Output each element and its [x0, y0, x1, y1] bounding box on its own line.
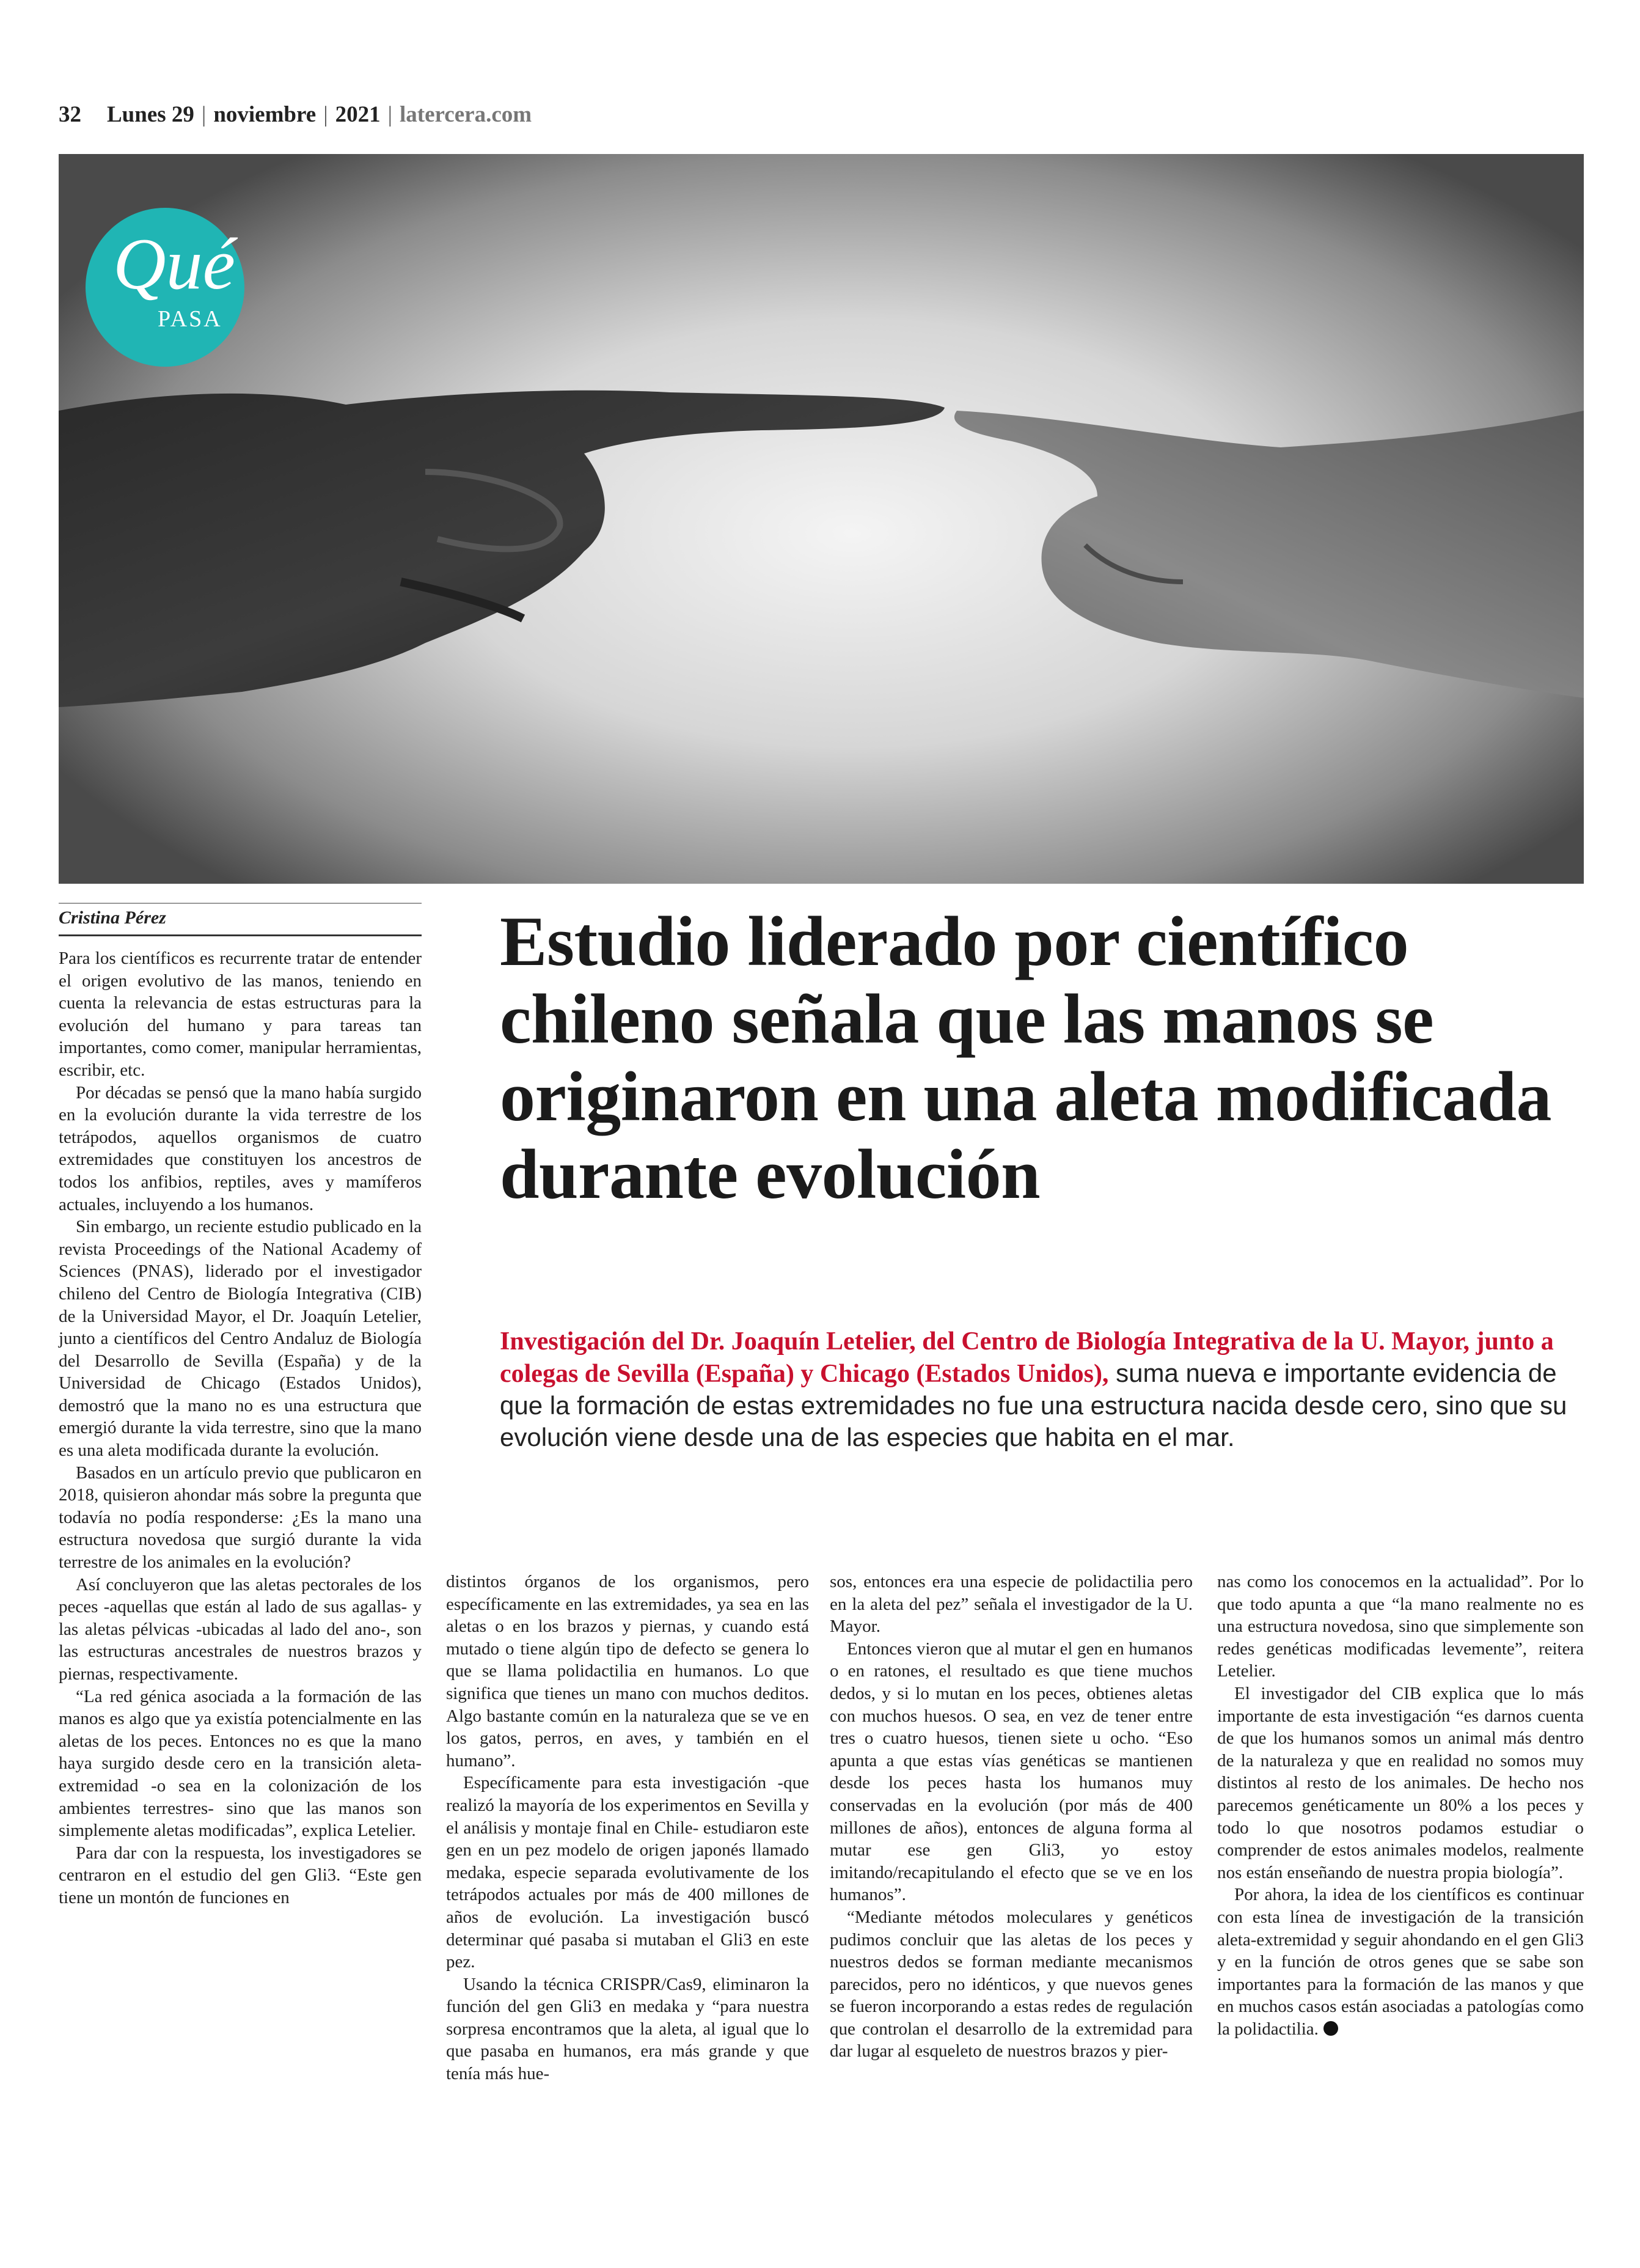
lede [500, 1325, 1587, 1453]
page-header [59, 99, 532, 130]
header-day: Lunes 29 [107, 101, 194, 127]
paragraph: sos, entonces era una especie de polidactilia pero en la aleta del pez” señala el investigador de la U. Mayor. [830, 1572, 1193, 1637]
paragraph: Específicamente para esta investigación -que realizó la mayoría de los experimentos en Sevilla y el análisis y montaje final en Chile- estudiaron este gen en un pez modelo de origen japonés llamado medaka, especie separada evolutivamente de los tetrápodos actuales por más de 400 millones de años de evolución. La investigación buscó determinar qué pasaba si mutaban el Gli3 en este pez. [446, 1773, 809, 1972]
paragraph: Sin embargo, un reciente estudio publicado en la revista Proceedings of the National Academy of Sciences (PNAS), liderado por el investigador chileno del Centro de Biología Integrativa (CIB) de la Universidad Mayor, el Dr. Joaquín Letelier, junto a científicos del Centro Andaluz de Biología del Desarrollo de Sevilla (España) y de la Universidad de Chicago (Estados Unidos), demostró que la mano no es una estructura que emergió durante la vida terrestre, sino que la mano es una aleta modificada durante la evolución. [59, 1217, 422, 1461]
header-month: noviembre [213, 101, 317, 127]
lede-highlight: Investigación del Dr. Joaquín Letelier, del Centro de Biología Integrativa de la U. Mayor, junto a colegas de Sevilla (España) y Chicago (Estados Unidos), [500, 1327, 1554, 1388]
end-mark-icon [1323, 2021, 1338, 2036]
header-separator: | [201, 101, 207, 127]
paragraph-text: Por ahora, la idea de los científicos es continuar con esta línea de investigación de la transición aleta-extremidad y seguir ahondando en el gen Gli3 y en la función de otros genes que se sabe son importantes para la formación de las manos y que en muchos casos están asociadas a patologías como la polidactilia. [1217, 1885, 1584, 2039]
header-year: 2021 [335, 101, 381, 127]
body-column-4 [1217, 1571, 1584, 2040]
paragraph: Entonces vieron que al mutar el gen en humanos o en ratones, el resultado es que tiene muchos dedos, y si lo mutan en los peces, obtienes aletas con muchos huesos. O sea, en vez de tener entre tres o cuatro huesos, tienen siete u ocho. “Eso apunta a que estas vías genéticas se mantienen desde los peces hasta los humanos muy conservadas en la evolución (por más de 400 millones de años), entonces de alguna forma al mutar ese gen Gli3, yo estoy imitando/recapitulando el efecto que se ve en los humanos”. [830, 1639, 1193, 1905]
body-column-2 [446, 1571, 809, 2085]
headline: Estudio liderado por científico chileno señala que las manos se originaron en una aleta modificada durante evolución [500, 903, 1551, 1214]
header-separator: | [387, 101, 393, 127]
paragraph: Para dar con la respuesta, los investigadores se centraron en el estudio del gen Gli3. “Este gen tiene un montón de funciones en [59, 1843, 422, 1907]
paragraph [1217, 1884, 1584, 2040]
byline-rule [59, 903, 422, 904]
paragraph: nas como los conocemos en la actualidad”. Por lo que todo apunta a que “la mano realmente no es una estructura novedosa, sino que simplemente son redes genéticas modificadas levemente”, reitera Letelier. [1217, 1572, 1584, 1681]
badge-title: Qué [113, 223, 235, 304]
hands-illustration [59, 154, 1584, 884]
header-site: latercera.com [400, 101, 532, 127]
paragraph: Así concluyeron que las aletas pectorales de los peces -aquellas que están al lado de sus agallas- y las aletas pélvicas -ubicadas al lado del ano-, son las estructuras ancestrales de nuestros brazos y piernas, respectivamente. [59, 1574, 422, 1684]
paragraph: Basados en un artículo previo que publicaron en 2018, quisieron ahondar más sobre la pregunta que todavía no podía responderse: ¿Es la mano una estructura novedosa que surgió durante la vida terrestre de los animales en la evolución? [59, 1462, 422, 1573]
paragraph: El investigador del CIB explica que lo más importante de esta investigación “es darnos cuenta de que los humanos somos un animal más dentro de la naturaleza y que en realidad no somos muy distintos al resto de los animales. De hecho nos parecemos genéticamente un 80% a los peces y todo lo que nosotros podamos estudiar o comprender de estos animales modelos, realmente nos están enseñando de nuestra propia biología”. [1217, 1683, 1584, 1882]
paragraph: “Mediante métodos moleculares y genéticos pudimos concluir que las aletas de los peces y nuestros dedos se forman mediante mecanismos parecidos, pero no idénticos, y que nuevos genes se fueron incorporando a estas redes de regulación que controlan el desarrollo de la extremidad para dar lugar al esqueleto de nuestros brazos y pier- [830, 1907, 1193, 2061]
lede-rest: suma nueva e importante evidencia de que la formación de estas extremidades no fue una estructura nacida desde cero, sino que su evolución viene desde una de las especies que habita en el mar. [500, 1359, 1567, 1451]
header-separator: | [323, 101, 328, 127]
right-hand-shape [954, 411, 1584, 698]
page-number: 32 [59, 101, 81, 127]
paragraph: “La red génica asociada a la formación de las manos es algo que ya existía potencialmente en las aletas de los peces. Entonces no es que la mano haya surgido desde cero en la transición aleta-extremidad -o sea en la colonización de los ambientes terrestres- sino que las manos son simplemente aletas modificadas”, explica Letelier. [59, 1686, 422, 1841]
paragraph: Por décadas se pensó que la mano había surgido en la evolución durante la vida terrestre de los tetrápodos, aquellos organismos de cuatro extremidades que constituyen los ancestros de todos los anfibios, reptiles, aves y mamíferos actuales, incluyendo a los humanos. [59, 1082, 422, 1214]
paragraph: distintos órganos de los organismos, pero específicamente en las extremidades, ya sea en las aletas o en los brazos y piernas, y cuando está mutado o tiene algún tipo de defecto se genera lo que se llama polidactilia en humanos. Lo que significa que tienes un mano con muchos deditos. Algo bastante común en la naturaleza que se ve en los gatos, perros, en aves, y también en el humano”. [446, 1572, 809, 1771]
paragraph: Usando la técnica CRISPR/Cas9, eliminaron la función del gen Gli3 en medaka y “para nuestra sorpresa encontramos que la aleta, al igual que lo que pasaba en humanos, era más grande y que tenía más hue- [446, 1974, 809, 2084]
body-column-3 [830, 1571, 1193, 2063]
badge-subtitle: PASA [158, 306, 222, 332]
que-pasa-badge [86, 208, 244, 367]
body-column-1 [59, 947, 422, 1909]
hero-photo-hands [59, 154, 1584, 884]
byline: Cristina Pérez [59, 908, 422, 936]
paragraph: Para los científicos es recurrente tratar de entender el origen evolutivo de las manos, teniendo en cuenta la relevancia de estas estructuras para la evolución del humano y para tareas tan importantes, como comer, manipular herramientas, escribir, etc. [59, 949, 422, 1080]
